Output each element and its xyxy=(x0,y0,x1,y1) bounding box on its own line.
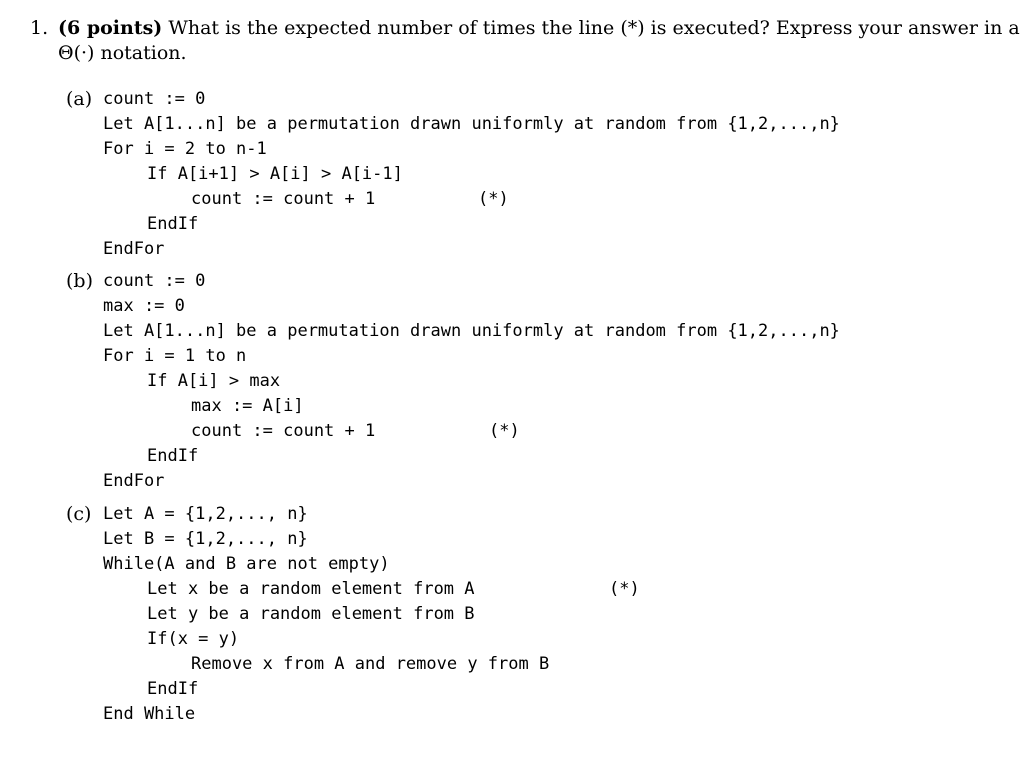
code-line: Let A[1...n] be a permutation drawn uniformly at random from {1,2,...,n} xyxy=(103,321,840,341)
execution-marker: (*) xyxy=(609,579,640,599)
code-line-text: Let x be a random element from A xyxy=(147,579,475,599)
code-line: For i = 2 to n-1 xyxy=(103,139,267,159)
code-block-b xyxy=(103,269,840,494)
code-line-starred xyxy=(103,577,640,602)
execution-marker: (*) xyxy=(478,189,509,209)
code-line: Let B = {1,2,..., n} xyxy=(103,529,308,549)
question-points: (6 points) xyxy=(58,17,163,39)
code-line: EndIf xyxy=(147,446,199,466)
code-line: max := A[i] xyxy=(191,396,304,416)
part-label-c: (c) xyxy=(66,503,92,525)
question-text: What is the expected number of times the line (*) is executed? Express your answer in a xyxy=(162,17,1020,39)
code-line-starred xyxy=(103,419,840,444)
code-block-a xyxy=(103,87,840,262)
code-line: Let A = {1,2,..., n} xyxy=(103,504,308,524)
code-line: EndIf xyxy=(147,214,199,234)
code-line: count := 0 xyxy=(103,89,206,109)
execution-marker: (*) xyxy=(489,421,520,441)
code-line: Let A[1...n] be a permutation drawn uniformly at random from {1,2,...,n} xyxy=(103,114,840,134)
question-line-2: Θ(·) notation. xyxy=(58,42,187,64)
question-number: 1. xyxy=(30,17,49,39)
part-label-a: (a) xyxy=(66,88,93,110)
code-line: Let y be a random element from B xyxy=(147,604,475,624)
code-line: EndFor xyxy=(103,239,165,259)
code-line: If(x = y) xyxy=(147,629,240,649)
code-line-starred xyxy=(103,187,840,212)
code-line: Remove x from A and remove y from B xyxy=(191,654,550,674)
code-line-text: count := count + 1 xyxy=(191,421,376,441)
code-line: EndIf xyxy=(147,679,199,699)
code-line: For i = 1 to n xyxy=(103,346,247,366)
code-line: If A[i+1] > A[i] > A[i-1] xyxy=(147,164,403,184)
code-block-c xyxy=(103,502,640,727)
code-line: While(A and B are not empty) xyxy=(103,554,390,574)
code-line: EndFor xyxy=(103,471,165,491)
question-header xyxy=(30,16,1020,66)
code-line: count := 0 xyxy=(103,271,206,291)
code-line: If A[i] > max xyxy=(147,371,281,391)
code-line: End While xyxy=(103,704,196,724)
part-label-b: (b) xyxy=(66,270,93,292)
code-line-text: count := count + 1 xyxy=(191,189,376,209)
question-line-1 xyxy=(30,16,1020,41)
code-line: max := 0 xyxy=(103,296,185,316)
